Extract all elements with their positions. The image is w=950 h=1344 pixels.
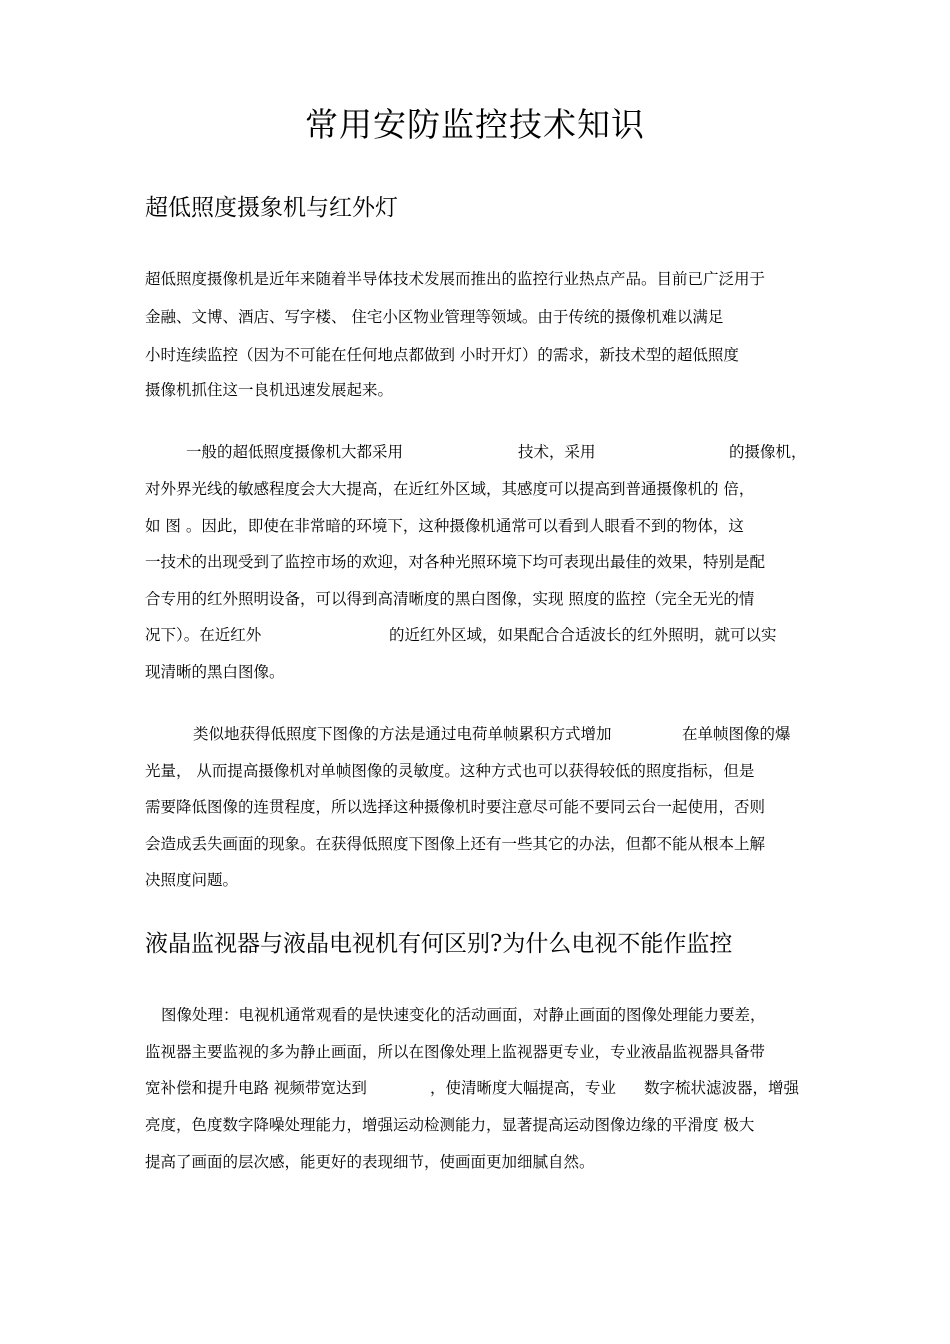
paragraph-line: 金融、文博、酒店、写字楼、 住宅小区物业管理等领域。由于传统的摄像机难以满足 bbox=[145, 308, 724, 326]
paragraph-line: 图像处理：电视机通常观看的是快速变化的活动画面，对静止画面的图像处理能力要差， bbox=[161, 1006, 766, 1024]
paragraph-line: 需要降低图像的连贯程度，所以选择这种摄像机时要注意尽可能不要同云台一起使用，否则 bbox=[145, 798, 766, 816]
paragraph-line: 合专用的红外照明设备，可以得到高清晰度的黑白图像，实现 照度的监控（完全无光的情 bbox=[145, 590, 755, 608]
document-title: 常用安防监控技术知识 bbox=[305, 105, 645, 144]
paragraph-line: 会造成丢失画面的现象。在获得低照度下图像上还有一些其它的办法，但都不能从根本上解 bbox=[145, 835, 766, 853]
paragraph-line: 决照度问题。 bbox=[145, 871, 239, 889]
paragraph-line: 监视器主要监视的多为静止画面，所以在图像处理上监视器更专业，专业液晶监视器具备带 bbox=[145, 1043, 766, 1061]
section-heading-lcd-monitor-vs-tv: 液晶监视器与液晶电视机有何区别?为什么电视不能作监控 bbox=[145, 931, 733, 957]
paragraph-line: ，使清晰度大幅提高，专业 bbox=[430, 1079, 617, 1097]
paragraph-line: 如 图 。因此，即使在非常暗的环境下，这种摄像机通常可以看到人眼看不到的物体，这 bbox=[145, 517, 744, 535]
paragraph-line: 类似地获得低照度下图像的方法是通过电荷单帧累积方式增加 bbox=[193, 725, 612, 743]
paragraph-line: 宽补偿和提升电路 视频带宽达到 bbox=[145, 1079, 367, 1097]
paragraph-line: 一技术的出现受到了监控市场的欢迎，对各种光照环境下均可表现出最佳的效果，特别是配 bbox=[145, 553, 766, 571]
paragraph-line: 技术，采用 bbox=[518, 443, 596, 461]
section-heading-low-light-camera: 超低照度摄象机与红外灯 bbox=[145, 195, 398, 221]
paragraph-line: 摄像机抓住这一良机迅速发展起来。 bbox=[145, 381, 394, 399]
paragraph-line: 一般的超低照度摄像机大都采用 bbox=[186, 443, 404, 461]
paragraph-line: 的近红外区域，如果配合合适波长的红外照明，就可以实 bbox=[389, 626, 777, 644]
paragraph-line: 况下）。在近红外 bbox=[145, 626, 262, 644]
paragraph-line: 的摄像机， bbox=[729, 443, 807, 461]
paragraph-line: 在单帧图像的爆 bbox=[682, 725, 791, 743]
paragraph-line: 光量， 从而提高摄像机对单帧图像的灵敏度。这种方式也可以获得较低的照度指标，但是 bbox=[145, 762, 755, 780]
paragraph-line: 数字梳状滤波器，增强 bbox=[644, 1079, 800, 1097]
paragraph-line: 亮度，色度数字降噪处理能力，增强运动检测能力，显著提高运动图像边缘的平滑度 极大 bbox=[145, 1116, 755, 1134]
paragraph-line: 现清晰的黑白图像。 bbox=[145, 663, 285, 681]
paragraph-line: 对外界光线的敏感程度会大大提高，在近红外区域，其感度可以提高到普通摄像机的 倍， bbox=[145, 480, 755, 498]
paragraph-line: 提高了画面的层次感，能更好的表现细节，使画面更加细腻自然。 bbox=[145, 1153, 595, 1171]
paragraph-line: 小时连续监控（因为不可能在任何地点都做到 小时开灯）的需求，新技术型的超低照度 bbox=[145, 346, 739, 364]
paragraph-line: 超低照度摄像机是近年来随着半导体技术发展而推出的监控行业热点产品。目前已广泛用于 bbox=[145, 270, 766, 288]
